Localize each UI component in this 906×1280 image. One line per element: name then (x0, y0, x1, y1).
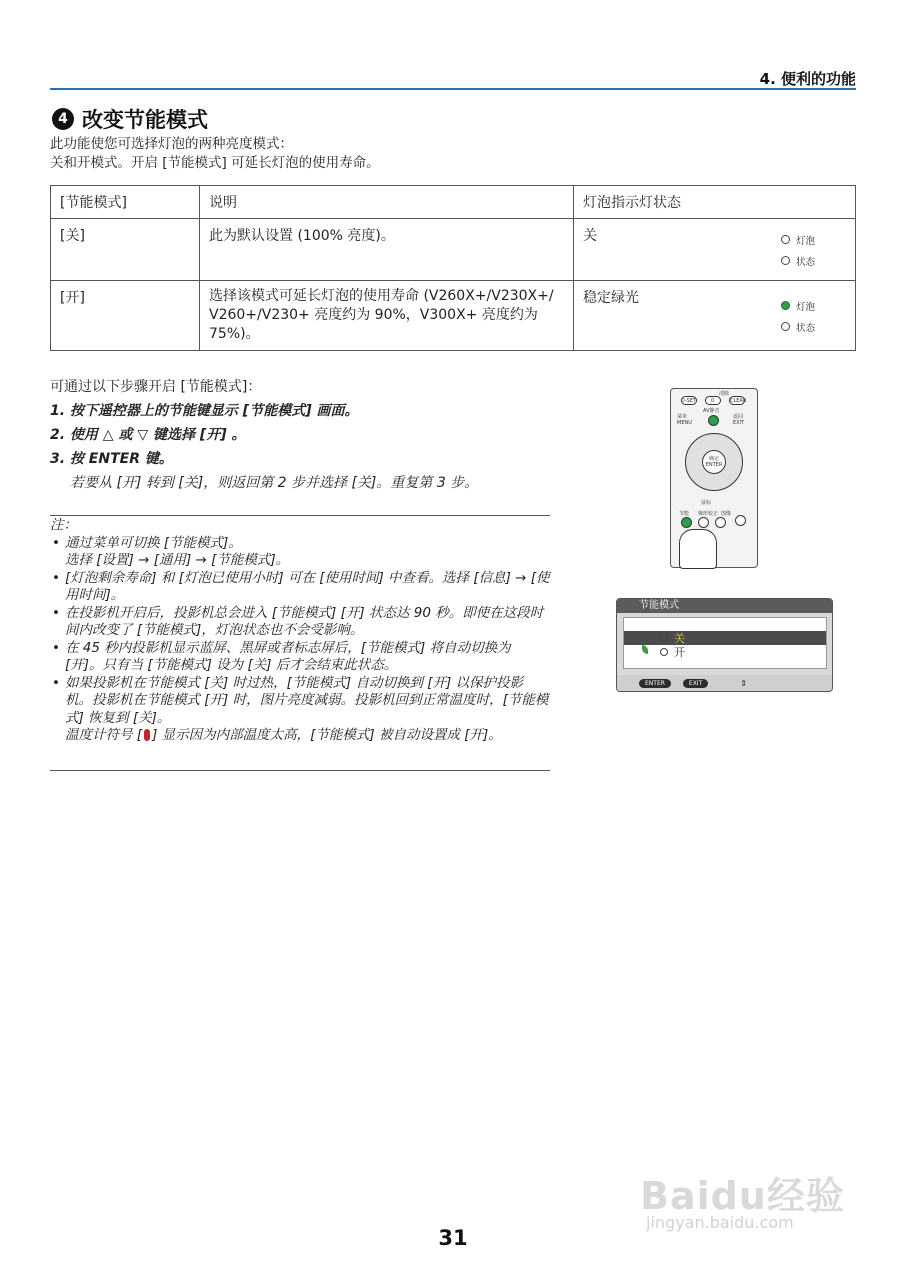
av-mute-button (708, 415, 719, 426)
col-header-status: 灯泡指示灯状态 (574, 186, 856, 219)
note-thermometer (50, 727, 550, 745)
note-item: • 在 45 秒内投影机显示蓝屏、黑屏或者标志屏后，[节能模式] 将自动切换为 [开]。只有当 [节能模式] 设为 [关] 后才会结束此状态。 (50, 640, 550, 675)
remote-label: 返回 EXIT (733, 414, 745, 426)
remote-label: 清除 (719, 391, 730, 397)
remote-label: 鼠标 (701, 500, 712, 506)
remote-label: D-SET (681, 398, 697, 404)
osd-enter-key: ENTER (639, 679, 671, 688)
remote-label: 梯形校正 (698, 511, 719, 517)
lamp-indicator (781, 295, 815, 337)
lamp-label: 灯泡 (795, 235, 815, 247)
page-number: 31 (438, 1226, 468, 1250)
remote-label: 0 (711, 398, 715, 404)
option-label: 开 (674, 646, 685, 659)
step-3: 3. 按 ENTER 键。 (50, 451, 173, 467)
cell-desc: 选择该模式可延长灯泡的使用寿命 (V260X+/V230X+/ V260+/V230+ 亮度约为 90%，V300X+ 亮度约为 75%)。 (200, 281, 574, 351)
status-text: 稳定绿光 (583, 290, 639, 306)
remote-label: 菜单 MENU (677, 414, 692, 426)
intro-line-1: 此功能使您可选择灯泡的两种亮度模式： (50, 136, 293, 152)
chapter-header: 4. 便利的功能 (759, 70, 856, 88)
notes-bottom-rule (50, 770, 550, 771)
remote-label: CLEAR (730, 398, 747, 404)
radio-icon (660, 648, 668, 656)
notes-box (50, 517, 550, 745)
table-row (51, 219, 856, 281)
osd-options (623, 617, 827, 669)
procedure-steps (50, 375, 478, 495)
notes-top-rule (50, 515, 550, 516)
col-header-desc: 说明 (200, 186, 574, 219)
osd-key-guide (617, 675, 832, 691)
lamp-led-green-icon (781, 301, 790, 310)
cell-mode: [关] (51, 219, 200, 281)
cell-status (574, 219, 856, 281)
step-1: 1. 按下遥控器上的节能键显示 [节能模式] 画面。 (50, 403, 359, 419)
intro-line-2: 关和开模式。开启 [节能模式] 可延长灯泡的使用寿命。 (50, 155, 380, 171)
radio-icon (660, 634, 668, 642)
step-2: 2. 使用 △ 或 ▽ 键选择 [开] 。 (50, 427, 246, 443)
note-item: • [灯泡剩余寿命] 和 [灯泡已使用小时] 可在 [使用时间] 中查看。选择 [信息] → [使用时间]。 (50, 570, 550, 605)
eco-button (681, 517, 692, 528)
table-row (51, 281, 856, 351)
status-label: 状态 (795, 256, 815, 268)
remote-label: AV静音 (703, 408, 720, 414)
col-header-mode: [节能模式] (51, 186, 200, 219)
lamp-indicator (781, 229, 815, 271)
baidu-watermark-logo: Baidu经验 (640, 1174, 845, 1218)
thermometer-icon (144, 729, 150, 741)
volume-button (735, 515, 746, 526)
note-text: • 通过菜单可切换 [节能模式]。 (65, 534, 242, 551)
osd-title: 节能模式 (617, 599, 832, 613)
osd-exit-key: EXIT (683, 679, 708, 688)
table-header-row (51, 186, 856, 219)
note-item: • 如果投影机在节能模式 [关] 时过热，[节能模式] 自动切换到 [开] 以保护投影机。投影机在节能模式 [开] 时，图片亮度减弱。投影机回到正常温度时，[节能模式] 恢复到 [关]。 (50, 675, 550, 728)
eco-mode-table (50, 185, 856, 351)
remote-control-illustration (670, 388, 758, 568)
lamp-label: 灯泡 (795, 301, 815, 313)
note-text: 选择 [设置] → [通用] → [节能模式]。 (65, 552, 290, 568)
status-text: 关 (583, 228, 597, 244)
remote-label: 图像 (721, 511, 732, 517)
remote-label: 节能 (679, 511, 690, 517)
note-item: • 在投影机开启后，投影机总会进入 [节能模式] [开] 状态达 90 秒。即使在这段时间内改变了 [节能模式]，灯泡状态也不会受影响。 (50, 605, 550, 640)
step-followup: 若要从 [开] 转到 [关]，则返回第 2 步并选择 [关]。重复第 3 步。 (70, 475, 479, 491)
remote-button (715, 517, 726, 528)
status-led-off-icon (781, 322, 790, 331)
steps-lead: 可通过以下步骤开启 [节能模式]： (50, 379, 262, 395)
baidu-watermark-url: jingyan.baidu.com (646, 1213, 794, 1232)
cell-desc: 此为默认设置 (100% 亮度)。 (200, 219, 574, 281)
option-label: 关 (674, 632, 685, 645)
header-rule (50, 88, 856, 90)
status-led-off-icon (781, 256, 790, 265)
cell-status (574, 281, 856, 351)
section-title-text: 改变节能模式 (82, 108, 208, 132)
notes-heading: 注： (50, 517, 77, 533)
eco-mode-osd (616, 598, 833, 692)
section-number-badge: 4 (52, 108, 74, 130)
osd-option-on[interactable] (624, 645, 826, 659)
note-item (50, 535, 550, 570)
status-label: 状态 (795, 322, 815, 334)
note-text: ] 显示因为内部温度太高，[节能模式] 被自动设置成 [开]。 (152, 727, 502, 743)
remote-label: 确定 ENTER (705, 456, 723, 468)
remote-button (698, 517, 709, 528)
up-down-icon: ⇕ (740, 678, 747, 688)
section-intro (50, 135, 380, 173)
osd-option-off[interactable] (624, 631, 826, 645)
lamp-led-off-icon (781, 235, 790, 244)
pointing-hand-icon (679, 529, 717, 569)
cell-mode: [开] (51, 281, 200, 351)
section-title (52, 104, 208, 134)
note-text: 温度计符号 [ (65, 727, 143, 743)
